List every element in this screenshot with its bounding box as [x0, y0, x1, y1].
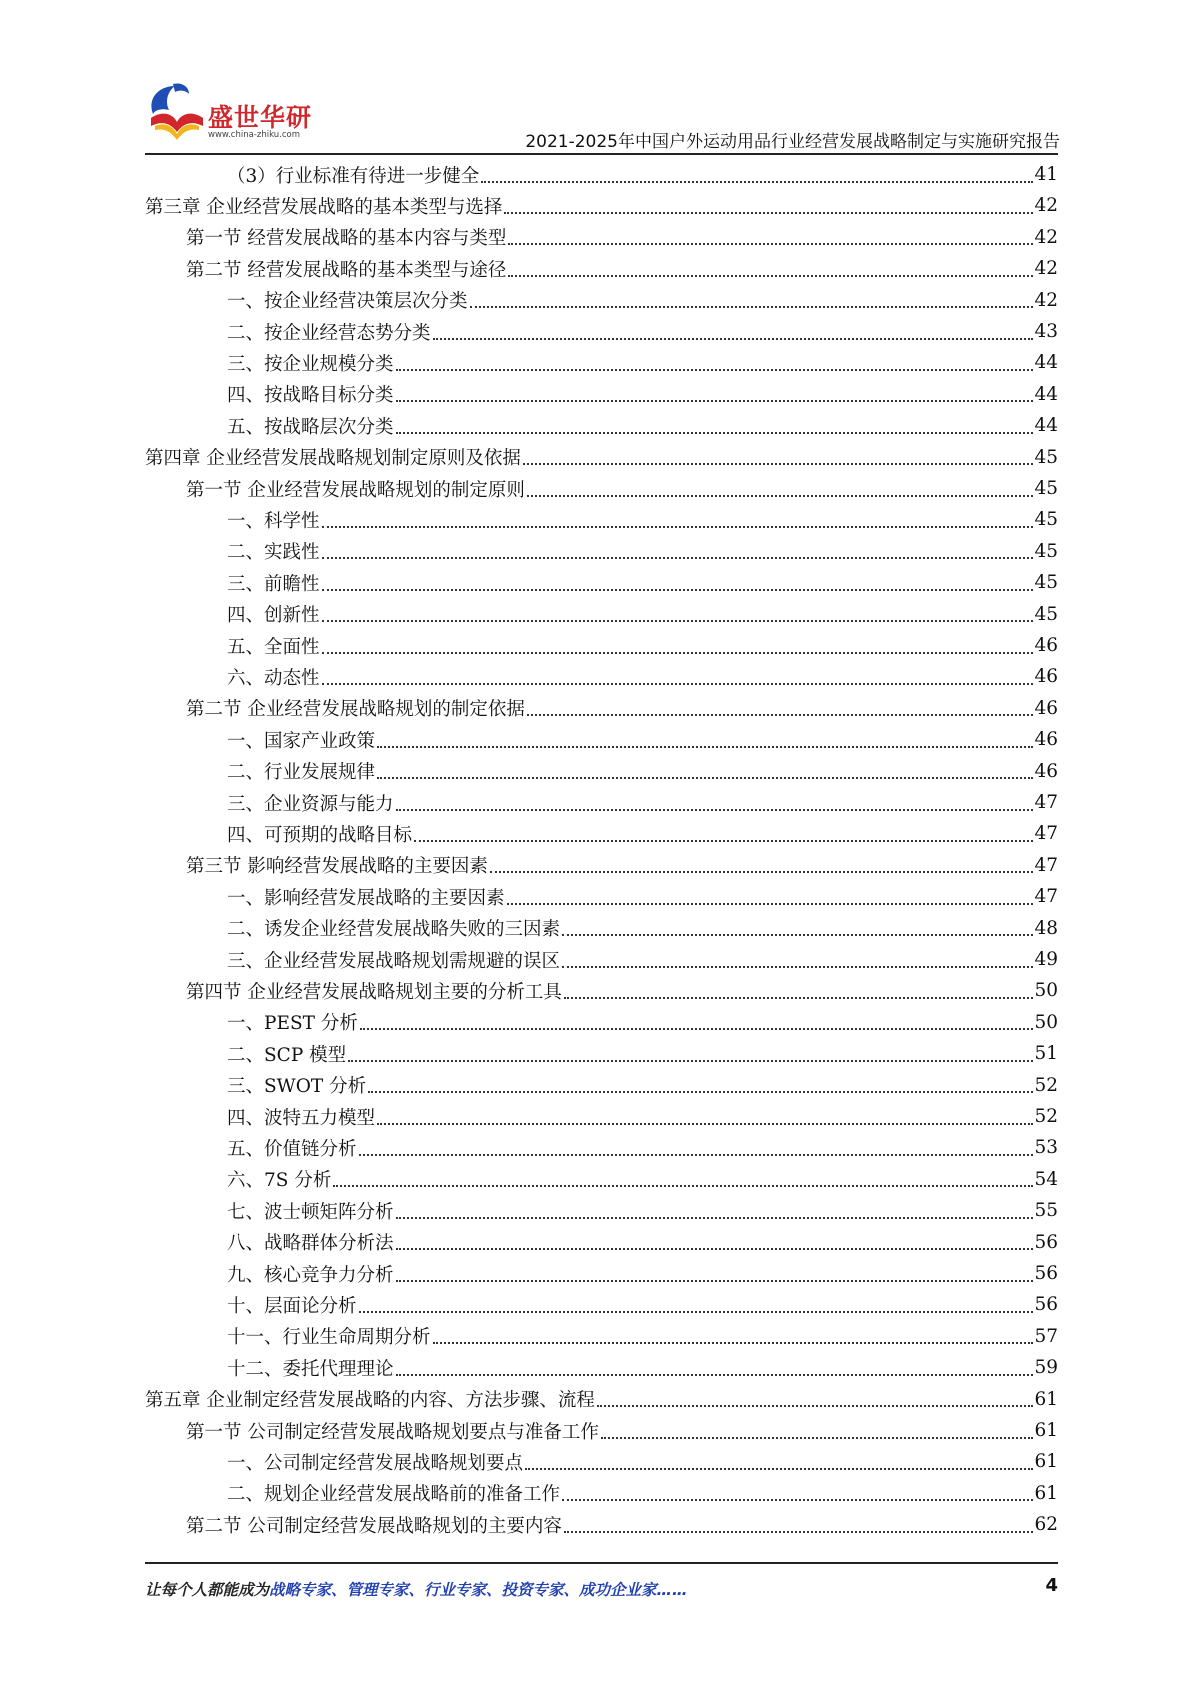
- toc-entry-page: 56: [1034, 1294, 1058, 1316]
- toc-entry-page: 42: [1034, 195, 1058, 217]
- toc-entry[interactable]: [227, 1101, 1058, 1132]
- toc-entry-page: 47: [1034, 792, 1058, 813]
- toc-entry[interactable]: [227, 1258, 1058, 1289]
- toc-entry-page: 47: [1034, 886, 1058, 908]
- toc-dot-leader: [396, 1374, 1034, 1376]
- toc-dot-leader: [527, 495, 1034, 497]
- toc-dot-leader: [562, 1499, 1033, 1501]
- toc-entry-label: 十一、行业生命周期分析: [227, 1327, 431, 1349]
- toc-entry-page: 61: [1034, 1388, 1058, 1410]
- toc-entry[interactable]: [227, 1446, 1058, 1477]
- toc-entry-page: 45: [1034, 509, 1058, 531]
- logo-book-icon: [145, 80, 209, 144]
- toc-dot-leader: [490, 871, 1034, 873]
- toc-entry-label: 一、影响经营发展战略的主要因素: [227, 887, 505, 909]
- toc-dot-leader: [322, 683, 1034, 685]
- toc-dot-leader: [377, 777, 1033, 779]
- toc-dot-leader: [377, 746, 1033, 748]
- toc-entry[interactable]: [227, 285, 1058, 316]
- page-header: [145, 80, 1060, 152]
- toc-entry[interactable]: [227, 347, 1058, 378]
- toc-entry-label: 八、战略群体分析法: [227, 1233, 394, 1255]
- toc-entry-page: 45: [1034, 446, 1058, 468]
- toc-entry-label: 三、企业资源与能力: [227, 793, 394, 815]
- toc-entry[interactable]: [145, 190, 1058, 221]
- toc-entry-label: 二、行业发展规律: [227, 762, 376, 784]
- toc-dot-leader: [377, 1123, 1033, 1125]
- toc-entry[interactable]: [227, 599, 1058, 630]
- toc-entry-label: 第二节 公司制定经营发展战略规划的主要内容: [186, 1515, 562, 1537]
- toc-entry-label: 四、波特五力模型: [227, 1107, 376, 1129]
- toc-entry-page: 56: [1034, 1231, 1058, 1253]
- toc-entry-label: 一、按企业经营决策层次分类: [227, 291, 468, 313]
- toc-entry[interactable]: [227, 1038, 1058, 1069]
- toc-entry-label: 第三节 影响经营发展战略的主要因素: [186, 856, 488, 878]
- toc-entry[interactable]: [227, 630, 1058, 661]
- toc-entry-page: 52: [1034, 1074, 1058, 1096]
- toc-entry[interactable]: [186, 1415, 1058, 1446]
- toc-dot-leader: [396, 809, 1034, 811]
- toc-entry[interactable]: [186, 473, 1058, 504]
- toc-entry[interactable]: [227, 1164, 1058, 1195]
- toc-dot-leader: [322, 557, 1034, 559]
- toc-entry-label: 十、层面论分析: [227, 1295, 357, 1317]
- toc-dot-leader: [322, 620, 1034, 622]
- toc-dot-leader: [348, 1060, 1033, 1062]
- toc-entry[interactable]: [227, 661, 1058, 692]
- toc-entry-label: 第四节 企业经营发展战略规划主要的分析工具: [186, 981, 562, 1003]
- toc-entry-label: 一、国家产业政策: [227, 730, 376, 752]
- toc-entry-label: 四、创新性: [227, 605, 320, 627]
- toc-entry-page: 45: [1034, 603, 1058, 625]
- toc-entry-label: 五、价值链分析: [227, 1138, 357, 1160]
- toc-entry-page: 44: [1034, 415, 1058, 437]
- toc-entry-page: 59: [1034, 1357, 1058, 1379]
- toc-entry[interactable]: [227, 1352, 1058, 1383]
- toc-entry-label: 第二节 经营发展战略的基本类型与途径: [186, 259, 507, 281]
- toc-entry-page: 57: [1034, 1325, 1058, 1347]
- toc-dot-leader: [564, 1531, 1034, 1533]
- toc-entry-label: 四、按战略目标分类: [227, 385, 394, 407]
- toc-dot-leader: [433, 1342, 1034, 1344]
- toc-dot-leader: [396, 1248, 1034, 1250]
- toc-dot-leader: [396, 432, 1034, 434]
- toc-entry-label: 一、PEST 分析: [227, 1013, 358, 1035]
- toc-entry[interactable]: [186, 253, 1058, 284]
- toc-entry[interactable]: [227, 756, 1058, 787]
- toc-entry-label: 三、按企业规模分类: [227, 353, 394, 375]
- toc-entry[interactable]: [227, 881, 1058, 912]
- toc-entry-page: 56: [1034, 1263, 1058, 1284]
- toc-entry-label: 三、企业经营发展战略规划需规避的误区: [227, 950, 561, 972]
- toc-entry[interactable]: [227, 787, 1058, 818]
- toc-entry-page: 51: [1034, 1043, 1058, 1065]
- toc-entry-label: 六、7S 分析: [227, 1170, 332, 1192]
- toc-entry[interactable]: [227, 1227, 1058, 1258]
- toc-entry[interactable]: [227, 316, 1058, 347]
- toc-entry-label: 一、科学性: [227, 510, 320, 532]
- toc-dot-leader: [601, 1437, 1034, 1439]
- toc-dot-leader: [322, 526, 1034, 528]
- toc-entry-label: 五、全面性: [227, 636, 320, 658]
- toc-entry-page: 45: [1034, 572, 1058, 594]
- toc-entry[interactable]: [227, 504, 1058, 535]
- toc-entry[interactable]: [227, 1195, 1058, 1226]
- toc-entry-label: 七、波士顿矩阵分析: [227, 1201, 394, 1223]
- toc-entry-label: 三、前瞻性: [227, 573, 320, 595]
- toc-entry-label: 第三章 企业经营发展战略的基本类型与选择: [145, 196, 503, 218]
- toc-dot-leader: [508, 275, 1033, 277]
- toc-dot-leader: [562, 966, 1033, 968]
- toc-entry-label: 四、可预期的战略目标: [227, 824, 413, 846]
- toc-entry-label: 二、规划企业经营发展战略前的准备工作: [227, 1484, 561, 1506]
- toc-dot-leader: [333, 1185, 1033, 1187]
- toc-dot-leader: [525, 1468, 1033, 1470]
- toc-dot-leader: [597, 1405, 1034, 1407]
- report-title: 2021-2025年中国户外运动用品行业经营发展战略制定与实施研究报告: [525, 132, 1060, 152]
- toc-entry-page: 45: [1034, 478, 1058, 499]
- toc-entry-page: 44: [1034, 352, 1058, 374]
- toc-entry-page: 50: [1034, 1011, 1058, 1033]
- logo-name: 盛世华研: [208, 103, 313, 132]
- toc-entry-page: 44: [1034, 383, 1058, 405]
- toc-dot-leader: [527, 714, 1034, 716]
- footer-divider: [145, 1562, 1058, 1564]
- toc-dot-leader: [322, 589, 1034, 591]
- toc-entry[interactable]: [227, 913, 1058, 944]
- toc-entry[interactable]: [186, 850, 1058, 881]
- toc-entry-page: 47: [1034, 854, 1058, 876]
- slogan-highlight: 战略专家、管理专家、行业专家、投资专家、成功企业家……: [269, 1581, 688, 1599]
- toc-entry-page: 61: [1034, 1482, 1058, 1504]
- toc-entry-page: 53: [1034, 1137, 1058, 1159]
- footer-slogan: [145, 1578, 688, 1600]
- toc-entry[interactable]: [227, 567, 1058, 598]
- toc-entry-label: 二、SCP 模型: [227, 1044, 347, 1066]
- toc-dot-leader: [368, 1091, 1033, 1093]
- toc-entry[interactable]: [227, 1070, 1058, 1101]
- toc-dot-leader: [396, 1280, 1034, 1282]
- toc-dot-leader: [508, 243, 1033, 245]
- toc-entry-page: 61: [1034, 1420, 1058, 1441]
- toc-entry[interactable]: [186, 1509, 1058, 1540]
- toc-entry[interactable]: [227, 1478, 1058, 1509]
- toc-entry[interactable]: [145, 442, 1058, 473]
- page-number: 4: [1045, 1575, 1058, 1596]
- toc-entry-label: 第四章 企业经营发展战略规划制定原则及依据: [145, 448, 521, 470]
- header-divider: [145, 153, 1058, 155]
- toc-dot-leader: [433, 338, 1034, 340]
- toc-entry[interactable]: [227, 724, 1058, 755]
- toc-entry[interactable]: [227, 536, 1058, 567]
- toc-entry-page: 46: [1034, 666, 1058, 688]
- toc-dot-leader: [359, 1311, 1034, 1313]
- toc-entry[interactable]: [227, 1321, 1058, 1352]
- toc-entry-label: 二、实践性: [227, 542, 320, 564]
- toc-entry-label: 五、按战略层次分类: [227, 416, 394, 438]
- toc-entry-page: 54: [1034, 1168, 1058, 1190]
- toc-dot-leader: [414, 840, 1033, 842]
- toc-entry-label: 二、按企业经营态势分类: [227, 322, 431, 344]
- logo-url: www.china-zhiku.com: [208, 130, 300, 140]
- toc-entry-page: 61: [1034, 1451, 1058, 1473]
- toc-dot-leader: [359, 1154, 1034, 1156]
- toc-entry[interactable]: [227, 1289, 1058, 1320]
- company-logo: [145, 80, 315, 146]
- toc-dot-leader: [562, 934, 1033, 936]
- toc-entry-page: 62: [1034, 1514, 1058, 1536]
- toc-entry[interactable]: [227, 1132, 1058, 1163]
- toc-entry-page: 55: [1034, 1200, 1058, 1222]
- toc-entry[interactable]: [186, 222, 1058, 253]
- toc-entry[interactable]: [145, 1384, 1058, 1415]
- toc-entry-label: 二、诱发企业经营发展战略失败的三因素: [227, 919, 561, 941]
- toc-entry-page: 46: [1034, 729, 1058, 751]
- toc-entry-page: 46: [1034, 760, 1058, 782]
- toc-entry[interactable]: [186, 975, 1058, 1006]
- toc-entry-page: 45: [1034, 540, 1058, 562]
- toc-entry[interactable]: [227, 1007, 1058, 1038]
- toc-entry[interactable]: [227, 818, 1058, 849]
- toc-entry[interactable]: [227, 379, 1058, 410]
- toc-entry-label: 第一节 企业经营发展战略规划的制定原则: [186, 479, 525, 501]
- toc-entry-page: 42: [1034, 289, 1058, 311]
- toc-dot-leader: [481, 181, 1033, 183]
- toc-entry-page: 48: [1034, 917, 1058, 939]
- toc-entry-label: 九、核心竞争力分析: [227, 1264, 394, 1286]
- toc-entry-label: （3）行业标准有待进一步健全: [227, 165, 480, 187]
- toc-dot-leader: [322, 652, 1034, 654]
- toc-entry-label: 一、公司制定经营发展战略规划要点: [227, 1452, 524, 1474]
- toc-entry[interactable]: [227, 159, 1058, 190]
- toc-dot-leader: [507, 903, 1034, 905]
- toc-entry-label: 第一节 公司制定经营发展战略规划要点与准备工作: [186, 1421, 599, 1443]
- toc-dot-leader: [360, 1028, 1034, 1030]
- toc-entry-page: 42: [1034, 226, 1058, 248]
- slogan-lead: 让每个人都能成为: [145, 1581, 270, 1599]
- toc-entry[interactable]: [227, 944, 1058, 975]
- toc-dot-leader: [504, 212, 1033, 214]
- toc-entry-page: 52: [1034, 1106, 1058, 1127]
- toc-entry-label: 第一节 经营发展战略的基本内容与类型: [186, 228, 507, 250]
- toc-entry-label: 三、SWOT 分析: [227, 1076, 367, 1098]
- toc-dot-leader: [470, 306, 1034, 308]
- toc-entry-page: 43: [1034, 321, 1058, 342]
- toc-entry-page: 49: [1034, 949, 1058, 970]
- toc-entry-label: 六、动态性: [227, 667, 320, 689]
- toc-entry-page: 41: [1034, 164, 1058, 185]
- toc-entry-page: 50: [1034, 980, 1058, 1002]
- toc-entry-label: 第五章 企业制定经营发展战略的内容、方法步骤、流程: [145, 1390, 595, 1412]
- toc-entry-label: 十二、委托代理理论: [227, 1358, 394, 1380]
- toc-entry-page: 46: [1034, 635, 1058, 656]
- toc-entry[interactable]: [227, 410, 1058, 441]
- toc-dot-leader: [523, 463, 1034, 465]
- toc-entry-page: 47: [1034, 823, 1058, 845]
- toc-dot-leader: [564, 997, 1034, 999]
- toc-entry-page: 46: [1034, 697, 1058, 719]
- toc-entry-page: 42: [1034, 258, 1058, 280]
- toc-dot-leader: [396, 400, 1034, 402]
- toc-dot-leader: [396, 1217, 1034, 1219]
- toc-dot-leader: [396, 369, 1034, 371]
- toc-entry[interactable]: [186, 693, 1058, 724]
- toc-entry-label: 第二节 企业经营发展战略规划的制定依据: [186, 699, 525, 721]
